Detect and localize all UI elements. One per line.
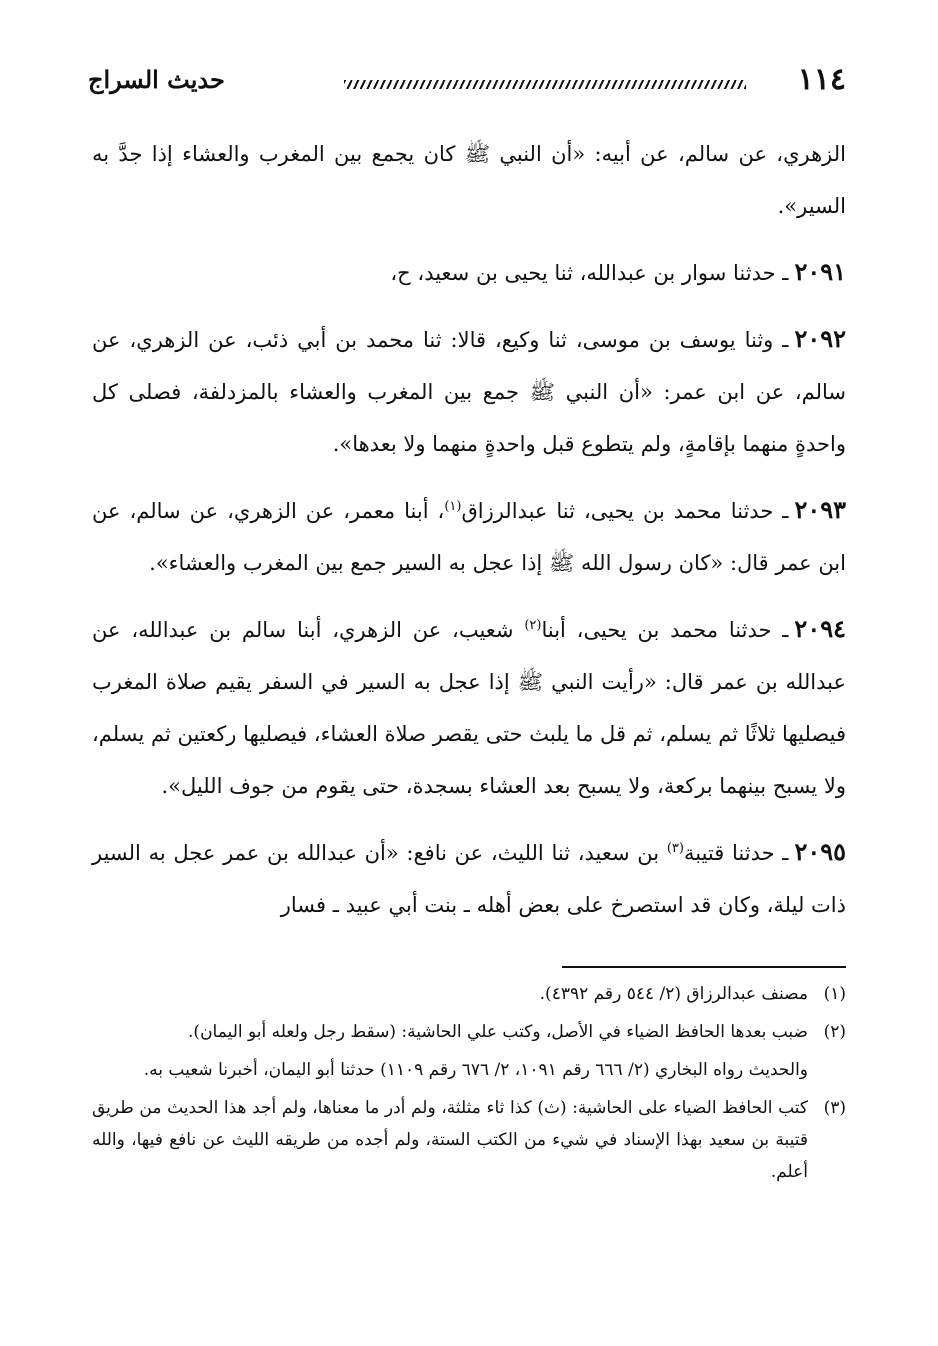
footnote-1: [92, 978, 846, 1010]
hadith-number: ٢٠٩٥: [794, 837, 846, 866]
continuation-paragraph: الزهري، عن سالم، عن أبيه: «أن النبي ﷺ كان يجمع بين المغرب والعشاء إذا جدَّ به السير».: [92, 142, 846, 218]
page-header: [88, 60, 846, 104]
main-text: [92, 128, 846, 945]
page-number: ١١٤: [797, 62, 846, 97]
hadith-text: ، أبنا معمر، عن الزهري، عن سالم، عن ابن عمر قال: «كان رسول الله ﷺ إذا عجل به السير جمع بين المغرب والعشاء».: [92, 499, 846, 575]
footnote-text: كتب الحافظ الضياء على الحاشية: (ث) كذا ثاء مثلثة، ولم أدر ما معناها، ولم أجد هذا الحديث من طريق قتيبة بن سعيد بهذا الإسناد في شيء من الكتب الستة، ولم أجده من طريقه الليث عن نافع فيها، والله أعلم.: [92, 1098, 808, 1182]
hadith-text: ـ حدثنا محمد بن يحيى، ثنا عبدالرزاق: [461, 499, 789, 523]
hadith-number: ٢٠٩١: [794, 257, 846, 286]
footnote-ref-1[interactable]: (١): [444, 499, 462, 514]
hadith-text: بن سعيد، ثنا الليث، عن نافع: «أن عبدالله بن عمر عجل به السير ذات ليلة، وكان قد استصرخ على بعض أهله ـ بنت أبي عبيد ـ فسار: [92, 841, 846, 917]
footnote-ref-2[interactable]: (٢): [524, 618, 542, 633]
hadith-text: ـ وثنا يوسف بن موسى، ثنا وكيع، قالا: ثنا محمد بن أبي ذئب، عن الزهري، عن سالم، عن ابن عمر: «أن النبي ﷺ جمع بين المغرب والعشاء بالمزدلفة، فصلى كل واحدةٍ منهما بإقامةٍ، ولم يتطوع قبل واحدةٍ منهما ولا بعدها».: [92, 328, 846, 456]
hadith-2094: [92, 603, 846, 812]
footnote-3: [92, 1092, 846, 1188]
hadith-number: ٢٠٩٤: [794, 614, 846, 643]
hadith-2091: [92, 246, 846, 299]
footnote-ref-3[interactable]: (٣): [666, 841, 684, 856]
hadith-2095: [92, 826, 846, 931]
footnote-number: (١): [823, 984, 846, 1004]
footnote-number: (٢): [823, 1022, 846, 1042]
footnote-text: ضبب بعدها الحافظ الضياء في الأصل، وكتب علي الحاشية: (سقط رجل ولعله أبو اليمان).: [188, 1022, 808, 1042]
hadith-text: ـ حدثنا سوار بن عبدالله، ثنا يحيى بن سعيد، ح،: [390, 261, 789, 285]
footnote-text: مصنف عبدالرزاق (٢/ ٥٤٤ رقم ٤٣٩٢).: [539, 984, 808, 1004]
hadith-text: ـ حدثنا قتيبة: [683, 841, 789, 865]
footnote-2: [92, 1016, 846, 1048]
hadith-2093: [92, 484, 846, 589]
hadith-2092: [92, 313, 846, 470]
footnote-2-continued: والحديث رواه البخاري (٢/ ٦٦٦ رقم ١٠٩١، ٢/ ٦٧٦ رقم ١١٠٩) حدثنا أبو اليمان، أخبرنا شعيب به.: [143, 1060, 808, 1080]
header-ornament-rule: [344, 80, 746, 89]
hadith-number: ٢٠٩٣: [794, 495, 846, 524]
footnotes: [92, 978, 846, 1194]
footnote-separator: [562, 966, 846, 968]
hadith-text: ـ حدثنا محمد بن يحيى، أبنا: [541, 618, 789, 642]
running-title: حديث السراج: [88, 65, 225, 94]
hadith-text: شعيب، عن الزهري، أبنا سالم بن عبدالله، عن عبدالله بن عمر قال: «رأيت النبي ﷺ إذا عجل به السير في السفر يقيم صلاة المغرب فيصليها ثلاثًا ثم يسلم، ثم قل ما يلبث حتى يقصر صلاة العشاء، فيصليها ركعتين ثم يسلم، ولا يسبح بينهما بركعة، ولا يسبح بعد العشاء بسجدة، حتى يقوم من جوف الليل».: [92, 618, 846, 798]
hadith-number: ٢٠٩٢: [794, 324, 846, 353]
footnote-number: (٣): [823, 1098, 846, 1118]
